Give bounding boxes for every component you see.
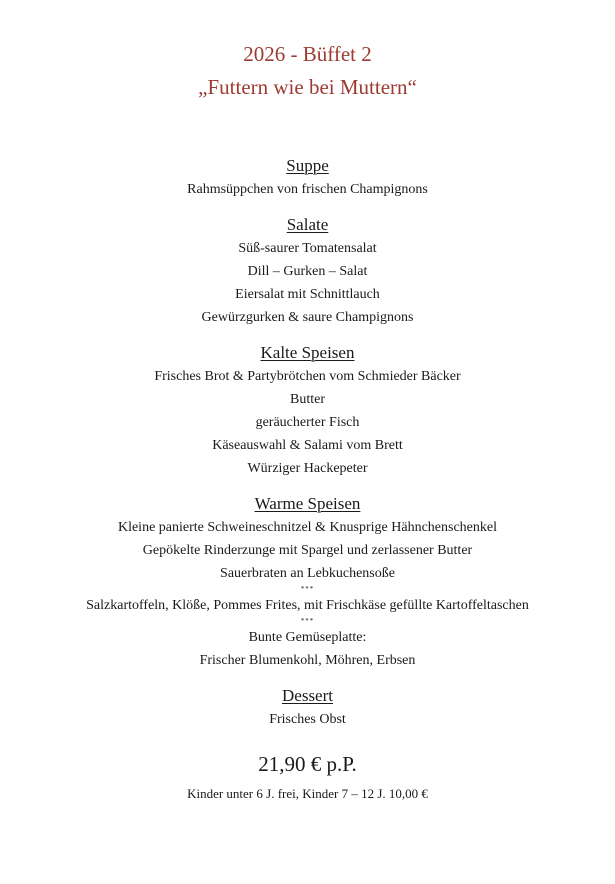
- menu-item: Frischer Blumenkohl, Möhren, Erbsen: [199, 653, 416, 668]
- section-title-cold-dishes: Kalte Speisen: [260, 343, 355, 362]
- menu-item: Eiersalat mit Schnittlauch: [235, 287, 380, 302]
- menu-item: Käseauswahl & Salami vom Brett: [212, 438, 403, 453]
- children-price-note: Kinder unter 6 J. frei, Kinder 7 – 12 J. 10,00 €: [187, 786, 428, 801]
- menu-header: [0, 38, 615, 104]
- section-soup: [0, 154, 615, 201]
- menu-title: 2026 - Büffet 2: [243, 42, 372, 66]
- menu-item: Frisches Brot & Partybrötchen vom Schmieder Bäcker: [154, 369, 461, 384]
- section-title-dessert: Dessert: [282, 686, 333, 705]
- section-warm-dishes: [0, 492, 615, 672]
- separator-stars: ***: [300, 585, 315, 593]
- menu-item: Sauerbraten an Lebkuchensoße: [220, 566, 395, 581]
- section-title-salads: Salate: [286, 215, 329, 234]
- menu-item: Kleine panierte Schweineschnitzel & Knusprige Hähnchenschenkel: [117, 520, 498, 535]
- price-per-person: 21,90 € p.P.: [258, 752, 357, 776]
- menu-item: Süß-saurer Tomatensalat: [238, 241, 377, 256]
- menu-item: Würziger Hackepeter: [247, 461, 368, 476]
- menu-item: geräucherter Fisch: [255, 415, 360, 430]
- menu-item: Dill – Gurken – Salat: [247, 264, 368, 279]
- section-cold-dishes: [0, 341, 615, 480]
- section-salads: [0, 213, 615, 329]
- menu-item: Salzkartoffeln, Klöße, Pommes Frites, mit Frischkäse gefüllte Kartoffeltaschen: [86, 598, 529, 613]
- menu-item: Rahmsüppchen von frischen Champignons: [187, 182, 428, 197]
- separator-stars: ***: [300, 617, 315, 625]
- menu-item: Gepökelte Rinderzunge mit Spargel und zerlassener Butter: [142, 543, 473, 558]
- menu-subtitle: „Futtern wie bei Muttern“: [198, 75, 417, 99]
- menu-item: Gewürzgurken & saure Champignons: [201, 310, 414, 325]
- section-title-warm-dishes: Warme Speisen: [254, 494, 361, 513]
- section-title-soup: Suppe: [286, 156, 329, 175]
- section-dessert: [0, 684, 615, 731]
- menu-item: Bunte Gemüseplatte:: [248, 630, 367, 645]
- menu-item: Butter: [290, 392, 325, 407]
- menu-body: [0, 154, 615, 804]
- menu-item: Frisches Obst: [269, 712, 346, 727]
